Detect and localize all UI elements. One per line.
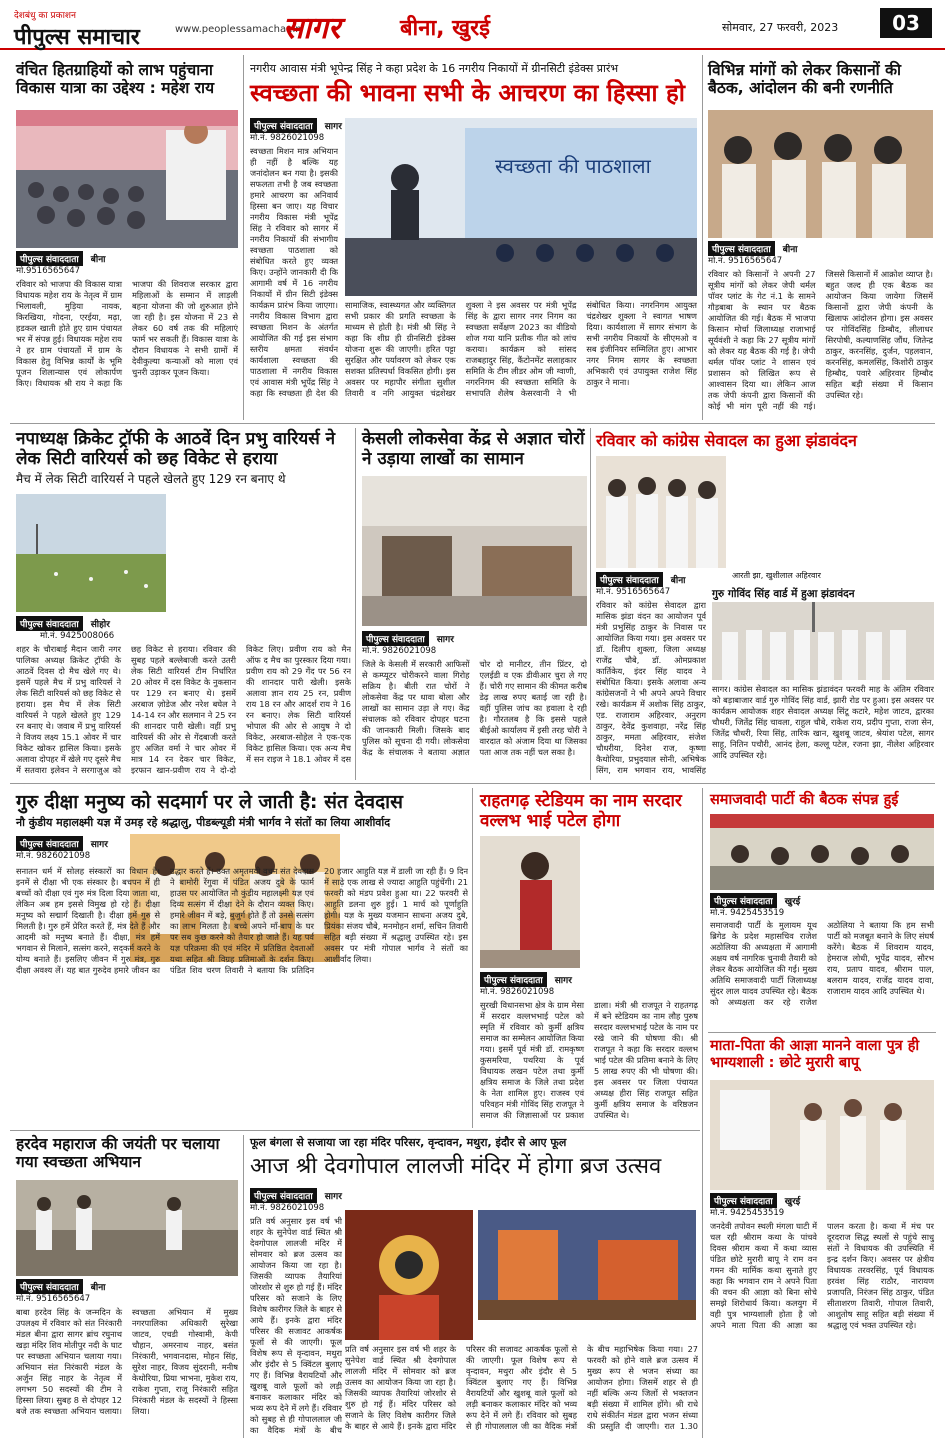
byline-label: पीपुल्स संवाददाता bbox=[710, 1193, 777, 1208]
banner-text: स्वच्छता की पाठशाला bbox=[495, 154, 651, 178]
story-body-cricket: शहर के चौराबाई मैदान जारी नगर पालिका अध्यक्ष क्रिकेट ट्रॉफी के आठवें दिवस दो मैच खेले गए थे। इसमें पहले मैच में प्रभु वारियर्स ने लेक सिटी वारियर्स को छह विकेट से हराया। इस मैच में लेक सिटी वारियर्स ने पहले खेलते हुए 129 रन बनाए थे। जवाब में प्रभु वारियर्स ने विजय लक्ष्य 15.1 ओवर में चार विकेट खोकर हासिल किया। इसके अलावा दोपहर में खेले गए दूसरे मैच में सतवारा इलेवन ने सरगाजुअ को छह विकेट से हराया। रविवार की सुबह पहले बल्लेबाजी करते उतरी लेक सिटी वारियर्स टीम निर्धारित 20 ओवर में दस विकेट के नुकसान पर 129 रन बनाए थे। इसमें अरबाज ज़ोडेज और नरेश बघेल ने 14-14 रन और सलमान ने 25 रन की शानदार पारी खेली। वहीं प्रभु वारियर्स की ओर से गेंदबाजी करते हुए अजित वर्मा ने चार ओवर में मात्र 14 रन देकर चार विकेट, इरफान खान-प्रवीण राय ने दो-दो विकेट लिए। प्रवीण राय को मैन ऑफ द मैच का पुरस्कार दिया गया। प्रवीण राय को 29 गेंद पर 56 रन की शानदार पारी खेली। इसके अलावा ज्ञान राय 25 रन, प्रवीण राय 18 रन और आदर्श राय ने 16 रन बनाए। लेक सिटी वारियर्स भोपाल की ओर से आयुष ने दो विकेट, अरबाज-सोहेल ने एक-एक विकेट हासिल किया। एक अन्य मैच में सन राइज ने 18.1 ओवर में दस bbox=[16, 644, 351, 775]
photo-samajwadi-baithak bbox=[710, 814, 934, 890]
byline-place: सागर bbox=[554, 976, 572, 986]
headline-cricket: नपाध्यक्ष क्रिकेट ट्रॉफी के आठवें दिन प्रभु वारियर्स ने लेक सिटी वारियर्स को छह विकेट से हराया bbox=[16, 429, 336, 469]
byline bbox=[16, 1279, 114, 1294]
byline bbox=[708, 241, 806, 256]
byline-label: पीपुल्स संवाददाता bbox=[480, 972, 547, 987]
reporter-mobile: मो.नं. 9826021098 bbox=[250, 1203, 325, 1213]
photo-mandir-phool bbox=[478, 1210, 696, 1320]
story-body-vikas-yatra: रविवार को भाजपा की विकास यात्रा विधायक महेश राय के नेतृत्व में ग्राम भिलावली, मुड़िया नायक, किरखिया, गोदना, एरईया, मढ़ा, हडकल खाती होते हुए ग्राम पंचायत भर में संपन्न हुई। विधायक महेश राय ने हर ग्राम पंचायतों में ग्राम के विकास हेतु विभिन्न कार्यों के भूमि पूजन शिलान्यास एवं लोकार्पण किए। विधायक श्री राय ने कहा कि भाजपा की शिवराज सरकार द्वारा महिलाओं के सम्मान में लाड़ली बहना योजना की जो शुरुआत होने जा रही है। इस योजना में 23 से लेकर 60 वर्ष तक की महिलाएं फार्म भर सकती हैं। विकास यात्रा के दौरान विधायक ने सभी ग्रामों में देवीकुल्या कन्याओं को माला एवं चुनरी उड़ाकर पूजन किया। bbox=[16, 279, 238, 388]
byline-label: पीपुल्स संवाददाता bbox=[362, 631, 429, 646]
headline-sevadal-bina: रविवार को कांग्रेस सेवादल का हुआ झंडावंदन bbox=[596, 431, 857, 450]
byline bbox=[710, 893, 808, 908]
headline-vikas-yatra: वंचित हितग्राहियों को लाभ पहुंचाना विकास यात्रा का उद्देश्य : महेश राय bbox=[16, 61, 215, 97]
story-body-kisan-baithak: रविवार को किसानों ने अपनी 27 सूत्रीय मांगों को लेकर जेपी थर्मल पॉवर प्लांट के गेट नं.1 के सामने गौड़बाबा के स्थान पर बैठक आयोजित की गई। बैठक में भाजपा किसान मोर्चा जिलाध्यक्ष राजाभाई सूर्यवंशी ने कहा कि 27 सूत्रीय मांगों को लेकर यह बैठक की गई है। जेपी थर्मल पॉवर प्लांट ने शासन एवं प्रशासन को लिखित रूप से आश्वासन दिया था। लेकिन आज तक जेपी कंपनी द्वारा किसानों की कोई भी मांग पूरी नहीं की गई। जिससे किसानों में आक्रोश व्याप्त है। बहुत जल्द ही एक बैठक का आयोजन किया जायेगा जिसमें किसानों द्वारा जेपी कंपनी के खिलाफ आंदोलन होगा। इस अवसर पर गोविंदसिंह डिम्बौद, लीलाधर सिरपोषी, कल्याणसिंह जौंध, जितेन्द्र ठाकुर, करनसिंह, दुर्जन, पहलवान, करनसिंह, कमलसिंह, किशोरी ठाकुर हिम्बौद, पवारे अहिरवार हिम्बौद सहित बड़ी संख्या में किसान उपस्थित रहे। bbox=[708, 269, 933, 411]
photo-lok-seva-kendra bbox=[362, 476, 587, 626]
kicker-braj-utsav: फूल बंगला से सजाया जा रहा मंदिर परिसर, वृन्दावन, मथुरा, इंदौर से आए फूल bbox=[250, 1136, 567, 1149]
photo-swachhta-pathshala bbox=[345, 118, 697, 296]
column-divider bbox=[702, 788, 703, 1438]
byline-place: बीना bbox=[670, 576, 686, 586]
story-body-braj-utsav: प्रति वर्ष अनुसार इस वर्ष भी शहर के सुनेपेश वार्ड स्थित श्री देवगोपाल लालजी मंदिर में सोमवार को ब्रज उत्सव का आयोजन किया जा रहा है। जिसकी व्यापक तैयारियां जोरशोर से शुरु हो गई हैं। मंदिर परिसर को सजाने के लिए विशेष कारीगर जिले के बाहर से आये हैं। इनके द्वारा मंदिर परिसर की सजावट आकर्षक फूलों से की जाएगी। फूल विशेष रूप से वृन्दावन, मथुरा और इंदौर से 5 क्विंटल बुलाए गए हैं। विभिन्न वैरायटियों और खुशबू वाले फूलों को लड़ी बनाकर कलाकार मंदिर को भव्य रूप देने में लगे हैं। रविवार को सुबह से ही गोपाललाल जी का वैदिक मंत्रों के बीच bbox=[250, 1216, 342, 1435]
reporter-mobile: मो.नं. 9516565647 bbox=[16, 1294, 91, 1304]
byline-place: खुरई bbox=[784, 897, 801, 907]
story-body-guru-govind-ward: सागर। कांग्रेस सेवादल का मासिक झंडावंदन फरवरी माह के अंतिम रविवार को बड़ाबाजार वार्ड गुरु गोविंद सिंह वार्ड, झारी रोड पर हुआ। इस अवसर पर कार्यक्रम आयोजक शहर सेवादल अध्यक्ष सिंटू कटारे, महेश जाटव, द्वारका चौधरी, जितेंद्र सिंह चावला, राहुल चौबे, राकेश राय, प्रदीप गुप्ता, राजा सेन, जितेंद्र चौधरी, रिया सिंह, तारिक खान, खुशबू जाटव, श्रेयांश पटेल, सागर साहू, नितिन पचौरी, आनंद हेला, कल्लू पटेल, रजना झा, नीलेश अहिरवार आदि उपस्थित रहे। bbox=[712, 684, 934, 760]
subcity-title: बीना, खुरई bbox=[400, 16, 490, 41]
headline-rahatgarh-stadium: राहतगढ़ स्टेडियम का नाम सरदार वल्लभ भाई पटेल होगा bbox=[480, 791, 682, 831]
byline-place: सागर bbox=[324, 1192, 342, 1202]
story-body-rahatgarh: सुरखी विधानसभा क्षेत्र के ग्राम मेसा में सरदार वल्लभभाई पटेल को स्मृति में रविवार को कुर्मी क्षत्रिय समाज का सम्मेलन आयोजित किया गया। इसमें पूर्व मंत्री डॉ. रामकृष्ण कुसमरिया, पथरिया के पूर्व विधायक लखन पटेल तथा कुर्मी क्षत्रिय समाज के जिले तथा प्रदेश के नेता शामिल हुए। राजस्व एवं परिवहन मंत्री गोविंद सिंह राजपूत ने समाज की जिज्ञासाओं पर प्रकाश डाला। मंत्री श्री राजपूत ने राहतगढ़ में बने स्टेडियम का नाम लौह पुरुष सरदार वल्लभभाई पटेल के नाम पर रखे जाने की घोषणा की। श्री राजपूत ने कहा कि सरदार वल्लभ भाई पटेल की प्रतिमा बनाने के लिए 5 लाख रुपए की भी घोषणा की। इस अवसर पर जिला पंचायत अध्यक्ष हीरा सिंह राजपूत सहित कुर्मी क्षत्रिय समाज के वरिष्ठजन उपस्थित थे। bbox=[480, 1000, 698, 1120]
headline-hardev-maharaj: हरदेव महाराज की जयंती पर चलाया गया स्वच्छता अभियान bbox=[16, 1135, 220, 1171]
photo-kisan-baithak bbox=[708, 110, 933, 238]
photo-cricket-ground bbox=[16, 494, 166, 612]
logo-tagline: देशबंधु का प्रकाशन bbox=[14, 11, 77, 21]
byline bbox=[250, 1188, 350, 1203]
headline-swachhta: स्वच्छता की भावना सभी के आचरण का हिस्सा हो bbox=[250, 79, 685, 107]
reporter-mobile: मो.नं. 9425453519 bbox=[710, 1208, 785, 1218]
photo-devgopal-ji bbox=[345, 1210, 473, 1340]
photo-swachhta-abhiyan bbox=[16, 1180, 238, 1276]
column-divider bbox=[702, 55, 703, 420]
column-divider bbox=[243, 1135, 244, 1438]
story-body-chori: जिले के केसली में सरकारी आफिसों से कम्प्यूटर चोरीकरने वाला गिरोह सक्रिय है। बीती रात चोरों ने लोकसेवा केंद्र पर धावा बोला और लाखों का सामान उड़ा ले गए। केंद्र संचालक को रविवार दोपहर घटना की जानकारी मिली। जिसके बाद पुलिस को सूचना दी गयी। लोकसेवा केंद्र के संचालक ने बताया अज्ञात चोर दो मानीटर, तीन प्रिंटर, दो एलईडी व एक डीवीआर चुरा ले गए हैं। चोरी गए सामान की कीमत करीब डेढ़ लाख रुपए बताई जा रही है। वहीं पुलिस जांच का हवाला दे रही है। गौरतलब है कि इससे पहले बीईओ कार्यालय में इसी तरह चोरी ने वारदात को अंजाम दिया था जिसका पता आज तक नहीं चल सका है। bbox=[362, 659, 587, 757]
photo-vikas-yatra bbox=[16, 110, 238, 248]
byline-label: पीपुल्स संवाददाता bbox=[16, 616, 83, 631]
subhead-cricket: मैच में लेक सिटी वारियर्स ने पहले खेलते हुए 129 रन बनाए थे bbox=[16, 472, 286, 486]
story-body-samajwadi: समाजवादी पार्टी के मुलायम यूथ ब्रिगेड के प्रदेश महासचिव राजेश अठोलिया की अध्यक्षता में आगामी अक्षय वर्ष नागरिक चुनावी तैयारी को लेकर बैठक आयोजित की गई। मुख्य अतिथि समाजवादी पार्टी जिलाध्यक्ष सुंदर लाल यादव उपस्थित रहे। बैठक को अध्यक्षता कर रहे राजेश अठोलिया ने बताया कि हम सभी पार्टी को मजबूत बनाने के लिए संघर्ष करेंगे। बैठक में शिवराम यादव, हेमराज लोधी, भूपेंद्र यादव, सौरभ राय, प्रताप यादव, श्रीराम पाल, बलराम यादव, राजेंद्र यादव दावा, राजाराम यादव आदि उपस्थित थे। bbox=[710, 920, 934, 1007]
reporter-mobile: मो.9516565647 bbox=[16, 266, 81, 276]
byline bbox=[480, 972, 580, 987]
issue-date: सोमवार, 27 फरवरी, 2023 bbox=[722, 21, 839, 34]
photo-ram-katha bbox=[710, 1080, 934, 1190]
byline bbox=[250, 118, 350, 133]
photo-caption-sevadal: आरती झा, खुशीलाल अहिरवार bbox=[732, 570, 932, 581]
row-divider bbox=[10, 783, 935, 784]
byline bbox=[362, 631, 462, 646]
page-number: 03 bbox=[880, 8, 932, 38]
column-divider bbox=[355, 428, 356, 780]
byline-place: सागर bbox=[324, 122, 342, 132]
byline-place: सीहोर bbox=[90, 620, 110, 630]
byline-place: सागर bbox=[436, 635, 454, 645]
website-url[interactable]: www.peoplessamachar.in bbox=[175, 24, 302, 35]
byline bbox=[710, 1193, 808, 1208]
city-title: सागर bbox=[283, 11, 341, 46]
row-divider bbox=[10, 1130, 700, 1131]
byline-place: खुरई bbox=[784, 1197, 801, 1207]
reporter-mobile: मो.नं. 9425008066 bbox=[40, 631, 115, 641]
photo-rahatgarh-sammelan bbox=[480, 836, 580, 968]
subhead-guru-diksha: नौ कुंडीय महालक्ष्मी यज्ञ में उमड़ रहे श्रद्धालु, पीडब्ल्यूडी मंत्री भार्गव ने संतों का लिया आशीर्वाद bbox=[16, 816, 391, 829]
reporter-mobile: मो.नं. 9826021098 bbox=[480, 987, 555, 997]
byline-label: पीपुल्स संवाददाता bbox=[708, 241, 775, 256]
byline bbox=[16, 836, 116, 851]
photo-guru-govind-ward bbox=[712, 602, 934, 680]
story-body-guru-diksha: सनातन धर्म में सोलह संस्कारों का विधान है। इनमें से दीक्षा भी एक संस्कार है। बचपन में ही बच्चों को दीक्षा एवं गुरु मंत्र दिला दिया जाता था, लेकिन अब हम इससे विमुख हो रहे हैं। दीक्षा मनुष्य को सद्मार्ग दिखाती है। दीक्षा हमें गुरु से मिलती है। गुरु हमें प्रेरित करते हैं, मंत्र देते हैं और आदमी को मनुष्य बनाते हैं। दीक्षा, मंत्र हमें भगवान से मिलाने, सत्संग करने, सद्कर्म करने के योग्य बनाते हैं। इसलिए जीवन में गुरु मंत्र, गुरु दीक्षा अवश्य लें। यह बात गुरुदेव हमारे जीवन का उद्धार करते हैं। उक्त अमृतमयी वचन संत देवदास ने बामोरी रेंगुवा में पंडित अजय दुबे के फार्म हाउस पर आयोजित नौ कुंडीय महालक्ष्मी यज्ञ एवं दिव्य सत्संग में दीक्षा देने के दौरान व्यक्त किए। हमारे जीवन में बड़े, बुजुर्ग होते हैं तो उनसे सत्संग का लाभ मिलता है। बच्चे अपने माँ-बाप के घर पर सब कुछ करने को तैयार हो जाते हैं। यह पर्व यज्ञ परिक्रमा की एवं मंदिर में प्रतिष्ठित देवताओं यथा सहित श्री विग्रह प्रतिमाओं के दर्शन किए। पंडित शिव चरण तिवारी ने बताया कि प्रतिदिन 20 हजार आहुति यज्ञ में डाली जा रही हैं। 9 दिन में साढ़े एक लाख से ज्यादा आहुति पहुंचेंगी। 21 फरवरी को मंडप प्रवेश हुआ था। 22 फरवरी से आहुति डलना शुरु हुई। 1 मार्च को पूर्णाहुति होगी। यज्ञ के मुख्य यजमान साधना अजय दुबे, प्रियंका संजय चौबे, मनमोहन शर्मा, सचिन तिवारी सहित बड़ी संख्या में श्रद्धालु उपस्थित रहे। इस अवसर पर मंत्री गोपाल भार्गव ने संतों का आशीर्वाद लिया। bbox=[16, 866, 468, 975]
headline-murari-bapu: माता-पिता की आज्ञा मानने वाला पुत्र ही भाग्यशाली : छोटे मुरारी बापू bbox=[710, 1038, 920, 1071]
byline-label: पीपुल्स संवाददाता bbox=[250, 118, 317, 133]
headline-guru-govind-ward: गुरु गोविंद सिंह वार्ड में हुआ झंडावंदन bbox=[712, 588, 855, 600]
headline-guru-diksha: गुरु दीक्षा मनुष्य को सदमार्ग पर ले जाती है: संत देवदास bbox=[16, 791, 403, 813]
headline-kisan-baithak: विभिन्न मांगों को लेकर किसानों की बैठक, आंदोलन की बनी रणनीति bbox=[708, 61, 902, 97]
byline-label: पीपुल्स संवाददाता bbox=[250, 1188, 317, 1203]
story-body-sevadal-bina: रविवार को कांग्रेस सेवादल द्वारा मासिक झंडा वंदन का आयोजन पूर्व मंत्री प्रभुसिंह ठाकुर के निवास पर आयोजित किया गया। इस अवसर पर डॉ. दिलीप शुक्ला, जिला अध्यक्ष राजेंद्र चौबे, डॉ. ओमप्रकाश कार्तिकेय, इंदर सिंह यादव ने संबोधित किया। इसके अलावा अन्य कांग्रेसजनों ने भी अपने अपने विचार रखे। कार्यक्रम में अशोक सिंह ठाकुर, एड. राजाराम अहिरवार, अनुराग ठाकुर, देवेंद्र कुशवाहा, नरेंद्र सिंह ठाकुर, ममता अहिरवार, संजेश चौधरीया, दिनेश राज, कृष्णा कैथोरिया, प्रभुदयाल सोनी, अभिषेक सिंग, राम भगवान राय, भावसिंह bbox=[596, 600, 706, 775]
byline-place: बीना bbox=[782, 245, 798, 255]
reporter-mobile: मो.नं. 9516565647 bbox=[596, 587, 671, 597]
kicker-swachhta: नगरीय आवास मंत्री भूपेन्द्र सिंह ने कहा प्रदेश के 16 नगरीय निकायों में ग्रीनसिटी इंडेक्स प्रारंभ bbox=[250, 62, 619, 75]
reporter-mobile: मो.नं. 9425453519 bbox=[710, 908, 785, 918]
column-divider bbox=[590, 428, 591, 780]
byline-label: पीपुल्स संवाददाता bbox=[16, 251, 83, 266]
byline-place: सागर bbox=[90, 840, 108, 850]
logo-text: पीपुल्स समाचार bbox=[14, 25, 140, 50]
photo-sevadal-bina bbox=[596, 456, 726, 568]
reporter-mobile: मो.नं. 9826021098 bbox=[362, 646, 437, 656]
row-divider bbox=[10, 423, 935, 424]
byline-label: पीपुल्स संवाददाता bbox=[16, 836, 83, 851]
byline bbox=[16, 251, 114, 266]
reporter-mobile: मो.नं. 9826021098 bbox=[16, 851, 91, 861]
column-divider bbox=[243, 55, 244, 420]
byline-label: पीपुल्स संवाददाता bbox=[16, 1279, 83, 1294]
byline-label: पीपुल्स संवाददाता bbox=[596, 572, 663, 587]
byline-place: बीना bbox=[90, 255, 106, 265]
newspaper-logo bbox=[14, 8, 140, 51]
byline-label: पीपुल्स संवाददाता bbox=[710, 893, 777, 908]
story-body-swachhta: स्वच्छता मिशन मात्र अभियान ही नहीं है बल्कि यह जनांदोलन बन गया है। इसकी सफलता तभी है जब स्वच्छता हमारे आचरण का अनिवार्य हिस्सा बन जाए। यह विचार नगरीय विकास मंत्री भूपेंद्र सिंह ने रविवार को सागर में नगरीय निकायों की संभागीय स्वच्छता पाठशाला को संबोधित करते हुए व्यक्त किए। उन्होंने जानकारी दी कि आगामी वर्ष में 16 नगरीय निकायों में ग्रीन सिटी इंडेक्स कार्यक्रम प्रारंभ किया जाएगा। नगरीय विकास विभाग द्वारा स्वच्छता मिशन के अंतर्गत आयोजित की गई इस संभाग स्तरीय क्षमता संवर्धन कार्यशाला स्वच्छता की पाठशाला में नगरीय विकास एवं आवास मंत्री भूपेंद्र सिंह ने कहा कि स्वच्छता ही देश की bbox=[250, 146, 338, 398]
headline-chori: केसली लोकसेवा केंद्र से अज्ञात चोरों ने उड़ाया लाखों का सामान bbox=[362, 429, 585, 469]
story-body-swachhta-cont: सामाजिक, स्वास्थ्यगत और व्यक्तिगत सभी प्रकार की प्रगति स्वच्छता के माध्यम से होती है। मंत्री श्री सिंह ने कहा कि शीघ्र ही ग्रीनसिटी इंडेक्स योजना शुरू की जाएगी। हरित पट्टा सुरक्षित और पर्यावरण को लेकर एक सशक्त प्रतिस्पर्धा विकसित होगी। इस अवसर पर महापौर संगीता सुशील तिवारी व नगि आयुक्त चंद्रशेखर शुक्ला ने इस अवसर पर मंत्री भूपेंद्र सिंह के द्वारा सागर नगर निगम का स्वच्छता सर्वेक्षण 2023 का वीडियो शोज गया यानि प्रतीक गीत को लांच कराया। कार्यक्रम को सांसद राजबहादुर सिंह, कैंटोनमेंट सलाहकार समिति के टीम लीडर ओम जी ग्वाणी, नगरनिगम की स्वच्छता समिति के सभापति शैलेष केसरवानी ने भी संबोधित किया। नगरनिगम आयुक्त चंद्रशेखर शुक्ला ने स्वागत भाषण दिया। कार्यशाला में सागर संभाग के सभी नगरीय निकायों के सीएमओ व सब इंजीनियर सम्मिलित हुए। आभार नगर निगम सागर के स्वच्छता अभिकारी एवं उपायुक्त राजेश सिंह ठाकुर ने माना। bbox=[345, 300, 697, 398]
column-divider bbox=[472, 788, 473, 1128]
reporter-mobile: मो.नं. 9516565647 bbox=[708, 256, 783, 266]
story-body-braj-utsav-cont: प्रति वर्ष अनुसार इस वर्ष भी शहर के सुनेपेश वार्ड स्थित श्री देवगोपाल लालजी मंदिर में सोमवार को ब्रज उत्सव का आयोजन किया जा रहा है। जिसकी व्यापक तैयारियां जोरशोर से शुरु हो गई हैं। मंदिर परिसर को सजाने के लिए विशेष कारीगर जिले के बाहर से आये हैं। इनके द्वारा मंदिर परिसर की सजावट आकर्षक फूलों से की जाएगी। फूल विशेष रूप से वृन्दावन, मथुरा और इंदौर से 5 क्विंटल बुलाए गए हैं। विभिन्न वैरायटियों और खुशबू वाले फूलों को लड़ी बनाकर कलाकार मंदिर को भव्य रूप देने में लगे हैं। रविवार को सुबह से ही गोपाललाल जी का वैदिक मंत्रों के बीच महाभिषेक किया गया। 27 फरवरी को होने वाले ब्रज उत्सव में मुख्य रूप से भजन संध्या का आयोजन होगा। जिसमें शहर से ही नहीं बल्कि अन्य जिलों से भक्तजन बड़ी संख्या में शामिल होंगे। श्री राधे राधे संकीर्तन मंडल द्वारा भजन संध्या की प्रस्तुति दी जाएगी। रात 1.30 bbox=[345, 1344, 698, 1431]
row-divider bbox=[708, 1032, 936, 1033]
headline-samajwadi-party: समाजवादी पार्टी की बैठक संपन्न हुई bbox=[710, 792, 899, 808]
byline bbox=[16, 616, 118, 631]
headline-braj-utsav: आज श्री देवगोपाल लालजी मंदिर में होगा ब्रज उत्सव bbox=[250, 1154, 662, 1179]
byline bbox=[596, 572, 694, 587]
reporter-mobile: मो.नं. 9826021098 bbox=[250, 133, 325, 143]
story-body-murari-bapu: जनदेवी तपोवन स्थली मंगला घाटी में चल रही श्रीराम कथा के पांचवे दिवस श्रीराम कथा में कथा व्यास पंडित छोटे मुरारी बापू ने राम वन गमन की मार्मिक कथा सुनाते हुए कहा कि भगवान राम ने अपने पिता की वचन की आज्ञा को बिना सोचे समझे शिरोधार्य किया। कलयुग में वही पुत्र भाग्यशाली होता है जो अपने माता पिता की आज्ञा का पालन करता है। कथा में मंच पर दूरदराज सिद्ध स्थलों से पहुंचे साधु संतों ने विधायक की उपस्थिति में इन्द्र दर्शन किए। अवसर पर क्षेत्रीय विधायक तरवरसिंह, पूर्व विधायक हरवंश सिंह राठौर, नारायण प्रजापति, निरंजन सिंह ठाकुर, पंडित सीताशरण तिवारी, गोपाल तिवारी, आशुतोष साहू सहित बड़ी संख्या में श्रद्धालु एवं भक्त उपस्थित रहे। bbox=[710, 1221, 934, 1330]
byline-place: बीना bbox=[90, 1283, 106, 1293]
story-body-hardev-maharaj: बाबा हरदेव सिंह के जन्मदिन के उपलक्ष्य में रविवार को संत निरंकारी मंडल बीना द्वारा सागर ब्रांच रघुनाथ खड़ा मंदिर शिव मोतीपुर नदी के घाट पर स्वच्छता अभियान चलाया गया। अभियान संत निरंकारी मंडल के अर्जुन सिंह नाहर के नेतृत्व में लगभग 50 सदस्यों की टीम ने हिस्सा लिया। सुबह 8 से दोपहर 12 बजे तक स्वच्छता अभियान चलाया। स्वच्छता अभियान में मुख्य नगरपालिका अधिकारी सुरेखा जाटव, एचडी गोस्वामी, केपी चौहान, अमरनाथ नाहर, बसंत निरंकारी, भगवानदास, मोहन सिंह, सुरेश नाहर, विजय सुंदरानी, मनीष केथोरिया, प्रिया भाभना, मुकेश राय, राकेश गुप्ता, राजू निरंकारी सहित निरंकारी मंडल के सदस्यों ने हिस्सा लिया। bbox=[16, 1307, 238, 1416]
